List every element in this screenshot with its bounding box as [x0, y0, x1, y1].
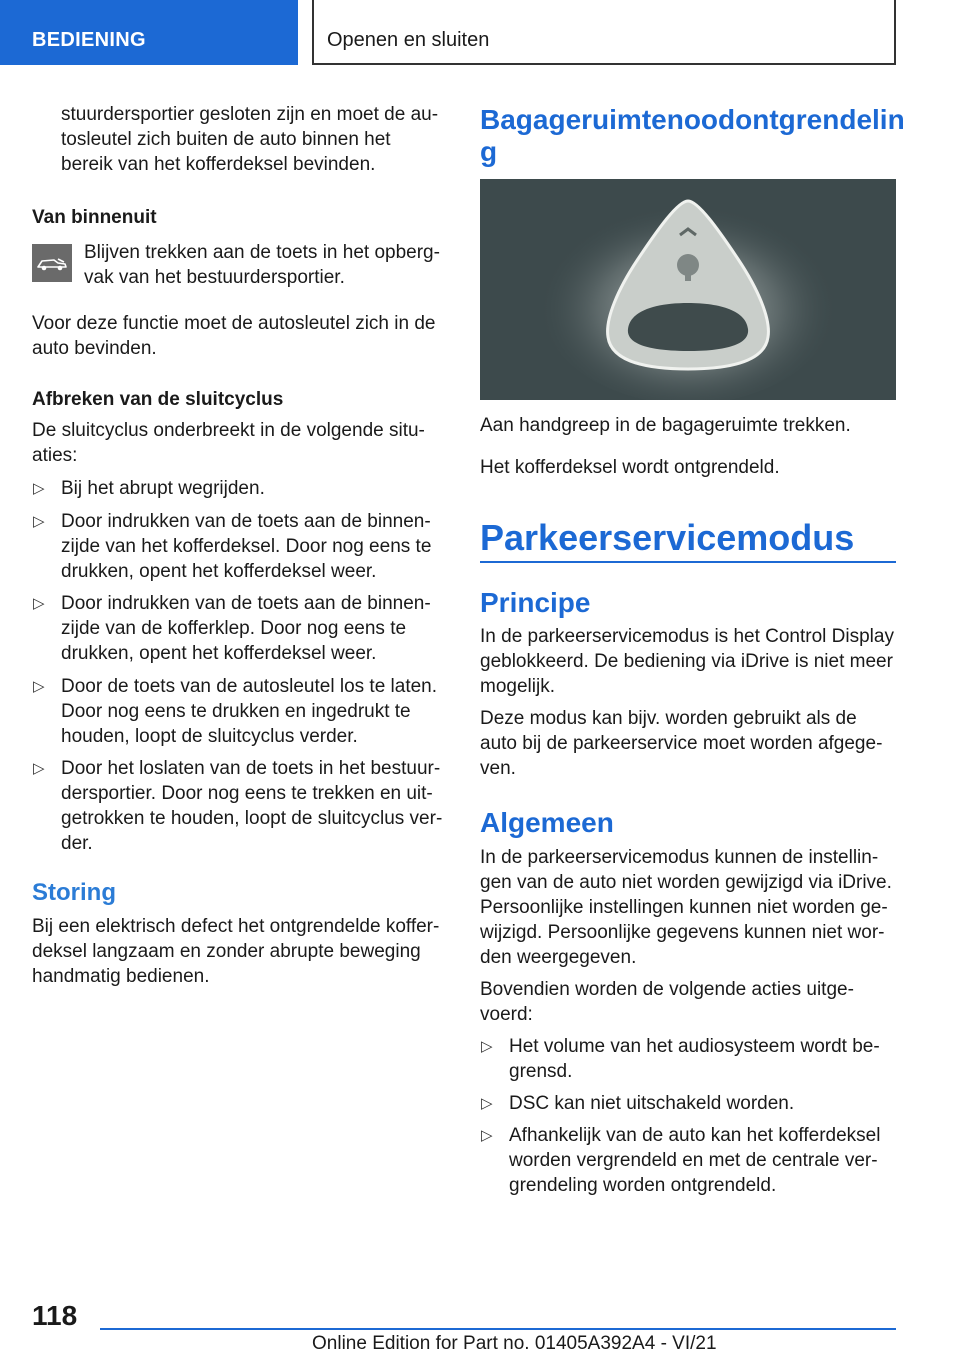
afbreken-text: De sluitcyclus onderbreekt in de volgende situ- aties: — [32, 420, 425, 466]
algemeen-heading: Algemeen — [480, 807, 614, 838]
car-trunk-icon — [32, 244, 72, 282]
triangle-bullet-icon: ▷ — [33, 513, 45, 530]
list-item: ▷ Door de toets van de autosleutel los te laten. Door nog eens te drukken en ingedrukt te houden, loopt de sluitcyclus verder. — [33, 676, 438, 747]
principe-heading: Principe — [480, 587, 591, 618]
list-item: ▷ Door indrukken van de toets aan de binnen- zijde van het kofferdeksel. Door nog eens te drukken, opent het kofferdeksel weer. — [33, 511, 432, 582]
storing-heading: Storing — [32, 879, 116, 906]
principe-paragraph-2: Deze modus kan bijv. worden gebruikt als de auto bij de parkeerservice moet worden afgege- ven. — [480, 708, 883, 779]
section-title: BEDIENING — [32, 29, 146, 51]
intro-paragraph: stuurdersportier gesloten zijn en moet de au- tosleutel zich buiten de auto binnen het bereik van het kofferdeksel bevinden. — [61, 104, 439, 175]
list-item: ▷ DSC kan niet uitschakeld worden. — [481, 1093, 795, 1114]
bagage-heading: Bagageruimtenoodontgrendelin g — [480, 104, 905, 167]
algemeen-paragraph-1: In de parkeerservicemodus kunnen de instellin- gen van de auto niet worden gewijzigd via iDrive. Persoonlijke instellingen kunnen niet worden ge- wijzigd. Persoonlijke gegevens kunnen niet wor- den weergegeven. — [480, 847, 892, 968]
list-item: ▷ Door het loslaten van de toets in het bestuur- dersportier. Door nog eens te trekken en uit- getrokken te houden, loopt de sluitcyclus ver- der. — [33, 758, 443, 854]
storing-text: Bij een elektrisch defect het ontgrendelde koffer- deksel langzaam en zonder abrupte beweging handmatig bedienen. — [32, 916, 440, 987]
chapter-header — [312, 0, 896, 65]
van-binnenuit-text: Blijven trekken aan de toets in het opberg- vak van het bestuurdersportier. — [84, 242, 440, 288]
triangle-bullet-icon: ▷ — [33, 760, 45, 777]
page-number: 118 — [32, 1300, 78, 1331]
parkeerservicemodus-heading: Parkeerservicemodus — [480, 517, 855, 558]
list-item: ▷ Bij het abrupt wegrijden. — [33, 478, 265, 499]
heading-divider — [480, 561, 896, 563]
edition-footer: Online Edition for Part no. 01405A392A4 - VI/21 — [312, 1333, 717, 1354]
footer-divider — [100, 1328, 896, 1330]
list-item: ▷ Het volume van het audiosysteem wordt be- grensd. — [481, 1036, 880, 1082]
algemeen-paragraph-2: Bovendien worden de volgende acties uitge- voerd: — [480, 979, 854, 1025]
list-item: ▷ Afhankelijk van de auto kan het kofferdeksel worden vergrendeld en met de centrale ver- grendeling worden ontgrendeld. — [481, 1125, 881, 1196]
afbreken-heading: Afbreken van de sluitcyclus — [32, 389, 284, 410]
voor-deze-paragraph: Voor deze functie moet de autosleutel zich in de auto bevinden. — [32, 313, 436, 359]
bagage-instruction: Aan handgreep in de bagageruimte trekken. — [480, 415, 851, 436]
triangle-bullet-icon: ▷ — [33, 480, 45, 497]
trunk-release-handle-photo — [480, 179, 896, 400]
triangle-bullet-icon: ▷ — [481, 1127, 493, 1144]
bagage-result: Het kofferdeksel wordt ontgrendeld. — [480, 457, 780, 478]
section-tab — [0, 0, 298, 65]
triangle-bullet-icon: ▷ — [33, 595, 45, 612]
triangle-bullet-icon: ▷ — [481, 1095, 493, 1112]
principe-paragraph-1: In de parkeerservicemodus is het Control Display geblokkeerd. De bediening via iDrive is niet meer mogelijk. — [480, 626, 894, 697]
van-binnenuit-heading: Van binnenuit — [32, 207, 157, 228]
triangle-bullet-icon: ▷ — [33, 678, 45, 695]
chapter-title: Openen en sluiten — [327, 29, 490, 51]
list-item: ▷ Door indrukken van de toets aan de binnen- zijde van de kofferklep. Door nog eens te drukken, opent het kofferdeksel weer. — [33, 593, 431, 664]
triangle-bullet-icon: ▷ — [481, 1038, 493, 1055]
